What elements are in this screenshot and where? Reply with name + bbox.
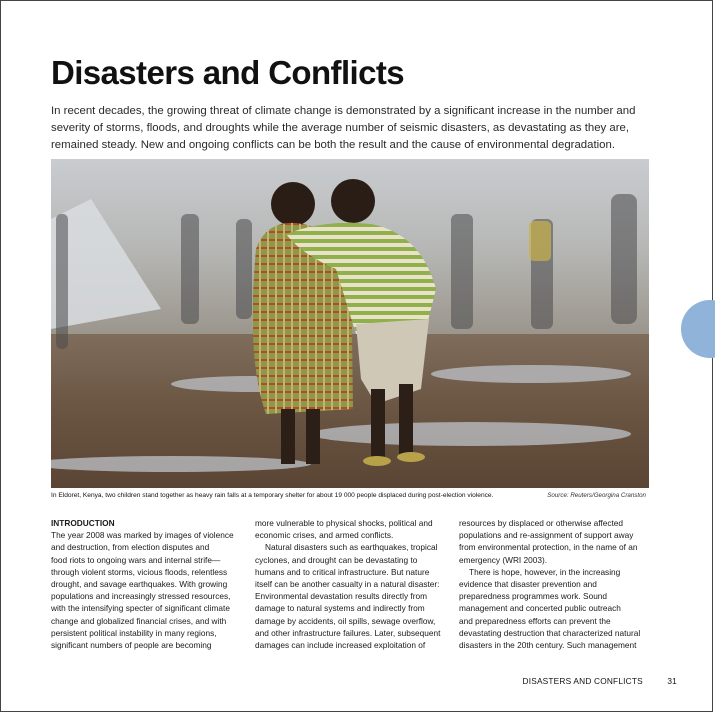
text-line: with the intensifying specter of significant climate bbox=[51, 603, 230, 614]
text-line: disasters in the 20th century. Such management bbox=[459, 640, 637, 651]
photo-caption: In Eldoret, Kenya, two children stand together as heavy rain falls at a temporary shelter for about 19 000 people displaced during post-election violence. bbox=[51, 492, 494, 499]
text-line: Natural disasters such as earthquakes, tropical bbox=[265, 542, 438, 553]
text-line: more vulnerable to physical shocks, political and bbox=[255, 518, 433, 528]
text-line: devastating destruction that characterized natural bbox=[459, 627, 641, 638]
text-line: emergency (WRI 2003). bbox=[459, 554, 548, 565]
text-line: economic crises, and armed conflicts. bbox=[255, 530, 394, 541]
text-column-2 bbox=[255, 517, 451, 651]
page-footer bbox=[523, 676, 677, 686]
text-line: and preparedness efforts can prevent the bbox=[459, 615, 611, 626]
page-number: 31 bbox=[667, 676, 677, 686]
text-line: Environmental devastation results directly from bbox=[255, 591, 428, 602]
text-line: The year 2008 was marked by images of violence bbox=[51, 530, 234, 541]
text-line: evidence that disaster prevention and bbox=[459, 579, 597, 590]
text-column-3 bbox=[459, 517, 655, 651]
chapter-tab bbox=[681, 300, 715, 358]
text-line: persistent political instability in many regions, bbox=[51, 627, 217, 638]
text-line: and destruction, from election disputes and bbox=[51, 542, 210, 553]
text-line: damage to natural systems and indirectly from bbox=[255, 603, 425, 614]
text-line: damage by accidents, oil spills, sewage overflow, bbox=[255, 615, 436, 626]
text-line: resources by displaced or otherwise affected bbox=[459, 518, 624, 528]
text-line: food riots to ongoing wars and internal strife— bbox=[51, 554, 221, 565]
text-line: and other infrastructure failures. Later, subsequent bbox=[255, 627, 441, 638]
text-line: humans and to critical infrastructure. But nature bbox=[255, 566, 430, 577]
text-line: populations and re-assignment of support away bbox=[459, 530, 634, 541]
text-line: populations and increasingly stressed resources, bbox=[51, 591, 231, 602]
text-line: itself can be another casualty in a natural disaster: bbox=[255, 579, 440, 590]
section-heading: INTRODUCTION bbox=[51, 518, 115, 528]
intro-paragraph: In recent decades, the growing threat of climate change is demonstrated by a significant increase in the number and severity of storms, floods, and droughts while the average number of seismic disasters, as devastating as they are, remained steady. New and ongoing conflicts can be both the result and the cause of environmental degradation. bbox=[51, 105, 636, 151]
photo bbox=[51, 159, 649, 488]
text-line: from environmental protection, in the name of an bbox=[459, 542, 638, 553]
text-column-1 bbox=[51, 517, 247, 651]
text-line: damages can include increased exploitation of bbox=[255, 640, 426, 651]
text-line: change and globalized financial crises, and with bbox=[51, 615, 227, 626]
text-line: significant numbers of people are becoming bbox=[51, 640, 212, 651]
photo-illustration bbox=[51, 159, 649, 488]
text-line: preparedness programmes work. Sound bbox=[459, 591, 608, 602]
page-title: Disasters and Conflicts bbox=[51, 54, 404, 91]
footer-section-title: DISASTERS AND CONFLICTS bbox=[522, 676, 643, 686]
text-line: through violent storms, vicious floods, relentless bbox=[51, 566, 228, 577]
text-line: There is hope, however, in the increasing bbox=[469, 566, 621, 577]
text-line: drought, and savage earthquakes. With growing bbox=[51, 579, 228, 590]
text-line: management and concerted public outreach bbox=[459, 603, 621, 614]
text-line: cyclones, and drought can be devastating to bbox=[255, 554, 418, 565]
photo-source: Source: Reuters/Georgina Cranston bbox=[547, 492, 646, 499]
